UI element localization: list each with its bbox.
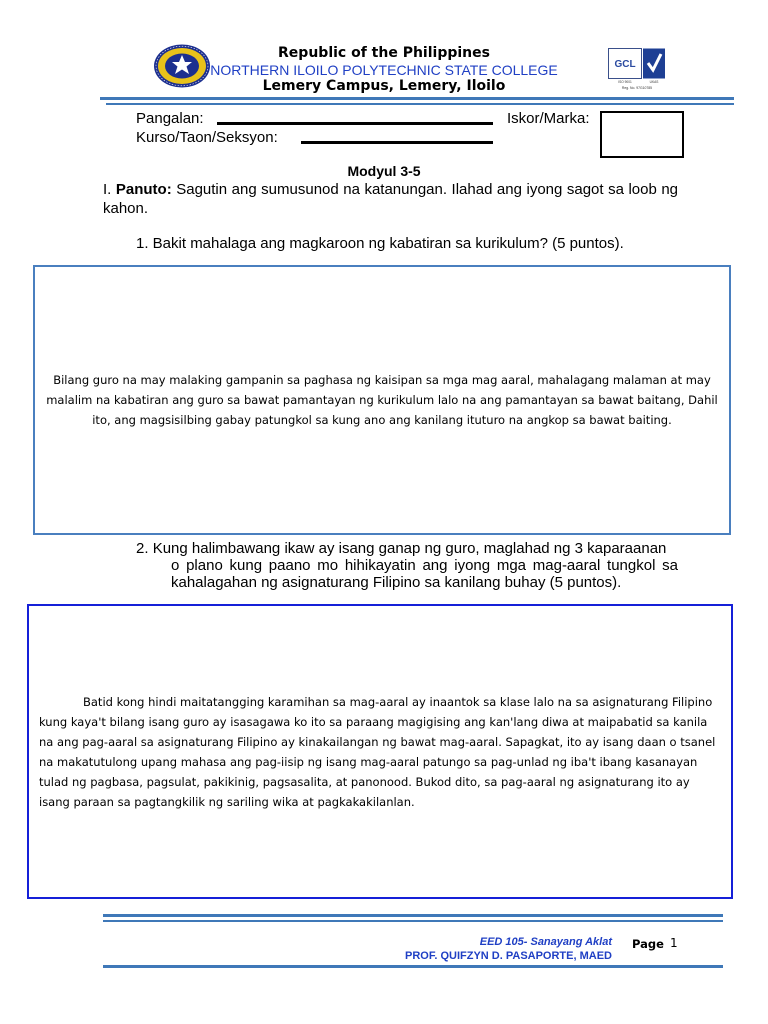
score-field[interactable]: [600, 111, 684, 158]
footer-rule-bottom: [103, 965, 723, 968]
question-1: 1. Bakit mahalaga ang magkaroon ng kabatiran sa kurikulum? (5 puntos).: [136, 235, 624, 252]
question-2-line2: o plano kung paano mo hihikayatin ang iyong mga mag-aaral tungkol sa kahalagahan ng asignaturang Filipino sa kanilang buhay (5 puntos).: [171, 557, 678, 591]
header-rule-bottom: [106, 103, 734, 105]
page-label: Page: [632, 937, 664, 951]
instruction-prefix: I.: [103, 181, 112, 198]
module-title: Modyul 3-5: [347, 163, 421, 179]
question-2-line1: Kung halimbawang ikaw ay isang ganap ng guro, maglahad ng 3 kaparaanan: [152, 540, 667, 557]
republic-heading: Republic of the Philippines: [278, 45, 490, 61]
instructor-name: PROF. QUIFZYN D. PASAPORTE, MAED: [405, 950, 612, 962]
course-name: EED 105- Sanayang Aklat: [479, 936, 612, 948]
college-name: NORTHERN ILOILO POLYTECHNIC STATE COLLEGE: [210, 62, 558, 78]
iso-certification-badge-icon: [608, 48, 666, 92]
answer-box-1[interactable]: [33, 265, 731, 535]
answer-2-text: Batid kong hindi maitatangging karamihan sa mag-aaral ay inaantok sa klase lalo na sa asignaturang Filipino kung kaya't bilang isang guro ay isasagawa ko ito sa paraang magigising ang kan'lang diwa at maipabatid sa kanila na ang pag-aaral sa asignaturang Filipino ay kinakailangan ng bawat mag-aaral. Sapagkat, ito ay isang daan o tsanel na makatutulong upang mahasa ang pag-iisip ng isang mag-aaral patungo sa pag-unlad ng iba't ibang kasanayan tulad ng pagbasa, pagsulat, pakikinig, pagsasalita, at panonood. Bukod dito, sa pag-aaral ng asignaturang ito ay isang paraan sa pagtangkilik ng sariling wika at pagkakakilanlan.: [39, 694, 716, 809]
name-label: Pangalan:: [136, 110, 204, 127]
instruction-keyword: Panuto:: [115, 181, 172, 198]
question-2: [136, 540, 678, 591]
instruction-text: Sagutin ang sumusunod na katanungan. Ilahad ang iyong sagot sa loob ng kahon.: [103, 181, 679, 217]
campus-name: Lemery Campus, Lemery, Iloilo: [262, 78, 506, 94]
course-label: Kurso/Taon/Seksyon:: [136, 129, 278, 146]
answer-box-2[interactable]: [27, 604, 733, 899]
page-number: 1: [670, 936, 678, 950]
gcl-mark: GCL: [614, 59, 636, 70]
footer-rule-top: [103, 914, 723, 917]
header-rule-top: [100, 97, 734, 100]
question-2-number: 2.: [136, 540, 149, 557]
iso-mark: ISO 9001: [618, 80, 632, 84]
instructions: [103, 180, 678, 218]
course-field[interactable]: [301, 141, 493, 144]
name-field[interactable]: [217, 122, 493, 125]
score-label: Iskor/Marka:: [507, 110, 590, 127]
answer-1-text: Bilang guro na may malaking gampanin sa paghasa ng kaisipan sa mga mag aaral, mahalagang malaman at may malalim na kabatiran ang guro sa bawat pamantayan ng kurikulum lalo na ang pamantayan sa bawat baitang, Dahil ito, ang magsisilbing gabay patungkol sa kung ano ang kanilang ituturo na angkop sa bawat baiting.: [46, 373, 718, 427]
registration-number: Reg. No. 97G10785: [621, 86, 653, 90]
footer-rule-mid: [103, 920, 723, 922]
ukas-mark: UKAS: [649, 80, 659, 84]
